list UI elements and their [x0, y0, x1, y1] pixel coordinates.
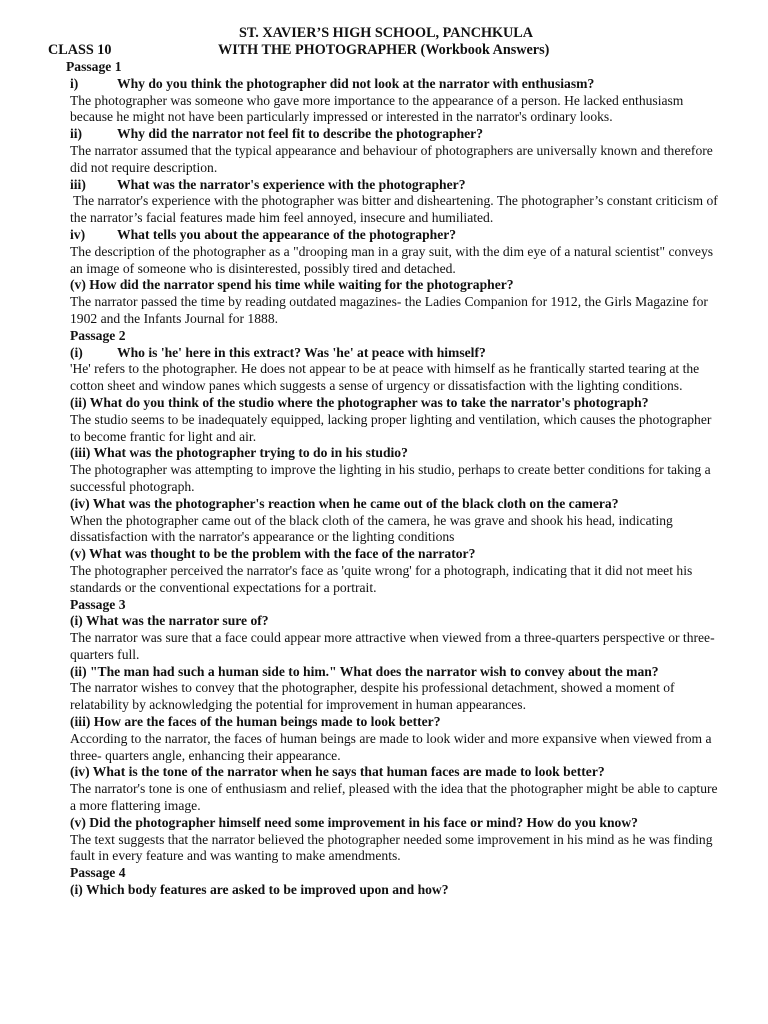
- question-number: iv): [70, 226, 86, 242]
- question-text: What was the narrator's experience with the photographer?: [117, 176, 466, 192]
- answer-text: The text suggests that the narrator believed the photographer needed some improvement in his mind as he was finding fault in every feature and was wanting to make amendments.: [70, 831, 713, 864]
- question-text: Why did the narrator not feel fit to describe the photographer?: [117, 126, 483, 142]
- question-text: (i) What was the narrator sure of?: [70, 613, 269, 629]
- question-text: (v) Did the photographer himself need some improvement in his face or mind? How do you know?: [70, 814, 638, 830]
- question-text: (ii) What do you think of the studio where the photographer was to take the narrator's photograph?: [70, 394, 649, 410]
- school-title: ST. XAVIER’S HIGH SCHOOL, PANCHKULA: [238, 25, 534, 41]
- document-body: [66, 59, 720, 899]
- passage-title: Passage 4: [70, 865, 126, 881]
- question: [70, 277, 720, 294]
- question-text: (iv) What is the tone of the narrator when he says that human faces are made to look better?: [70, 764, 605, 780]
- answer-text: The photographer was attempting to improve the lighting in his studio, perhaps to create better conditions for taking a successful photograph.: [70, 462, 711, 494]
- answer-text: The photographer perceived the narrator's face as 'quite wrong' for a photograph, indicating that it did not meet his standards or the conventional expectations for a portrait.: [70, 562, 693, 595]
- question: [70, 496, 720, 513]
- question-number: i): [70, 75, 79, 91]
- answer-text: The description of the photographer as a "drooping man in a gray suit, with the dim eye of a natural scientist" conveys an image of someone who is disinterested, possibly tired and detached.: [70, 243, 714, 276]
- answer-text: The narrator was sure that a face could appear more attractive when viewed from a three-quarters perspective or three-quarters full.: [70, 630, 715, 662]
- question: [70, 546, 720, 563]
- question-text: What tells you about the appearance of the photographer?: [117, 226, 457, 242]
- question: [70, 227, 720, 244]
- answer-text: The narrator's tone is one of enthusiasm and relief, pleased with the idea that the photographer might be able to capture a more flattering image.: [70, 781, 718, 814]
- answer-text: According to the narrator, the faces of human beings are made to look wider and more expansive when viewed from a three- quarters angle, enhancing their appearance.: [70, 730, 712, 763]
- question: [70, 345, 720, 362]
- question-number: ii): [70, 126, 83, 142]
- question: [70, 882, 720, 899]
- passage-title: Passage 2: [70, 327, 126, 343]
- answer-text: The narrator assumed that the typical appearance and behaviour of photographers are universally known and therefore did not require description.: [70, 142, 713, 175]
- answer-text: The narrator's experience with the photographer was bitter and disheartening. The photographer’s constant criticism of the narrator’s facial features made him feel annoyed, insecure and humiliated.: [70, 193, 718, 226]
- question: [70, 613, 720, 630]
- question-number: iii): [70, 176, 86, 192]
- question-text: Who is 'he' here in this extract? Was 'he' at peace with himself?: [117, 344, 486, 360]
- answer-text: The narrator passed the time by reading outdated magazines- the Ladies Companion for 1912, the Girls Magazine for 1902 and the Infants Journal for 1888.: [70, 294, 708, 326]
- question: [70, 664, 720, 681]
- question-text: (iii) How are the faces of the human beings made to look better?: [70, 714, 441, 730]
- question: [70, 445, 720, 462]
- question-text: (v) How did the narrator spend his time while waiting for the photographer?: [70, 277, 514, 293]
- class-label: CLASS 10: [48, 42, 112, 58]
- question: [70, 714, 720, 731]
- passage-title: Passage 1: [66, 59, 122, 74]
- question: [70, 177, 720, 194]
- question: [70, 764, 720, 781]
- answer-text: The photographer was someone who gave more importance to the appearance of a person. He lacked enthusiasm because he might not have been particularly impressed or interested in the narrator's ordinary looks.: [70, 92, 684, 125]
- question-text: (iv) What was the photographer's reaction when he came out of the black cloth on the camera?: [70, 495, 619, 511]
- question-text: (v) What was thought to be the problem with the face of the narrator?: [70, 546, 476, 562]
- document-title: WITH THE PHOTOGRAPHER (Workbook Answers): [218, 42, 550, 58]
- answer-text: The studio seems to be inadequately equipped, lacking proper lighting and ventilation, which causes the photographer to become frantic for light and air.: [70, 411, 712, 444]
- question-text: (ii) "The man had such a human side to him." What does the narrator wish to convey about the man?: [70, 663, 659, 679]
- answer-text: 'He' refers to the photographer. He does not appear to be at peace with himself as he frantically started tearing at the cotton sheet and window panes which suggests a sense of urgency or dissatisfaction with the lighting conditions.: [70, 361, 700, 394]
- question-number: (i): [70, 344, 83, 360]
- question: [70, 395, 720, 412]
- question-text: Why do you think the photographer did not look at the narrator with enthusiasm?: [117, 75, 595, 91]
- question-text: (i) Which body features are asked to be improved upon and how?: [70, 882, 449, 898]
- question: [70, 76, 720, 93]
- question: [70, 126, 720, 143]
- passage-title: Passage 3: [70, 596, 126, 612]
- question-text: (iii) What was the photographer trying to do in his studio?: [70, 445, 408, 461]
- question: [70, 815, 720, 832]
- answer-text: When the photographer came out of the black cloth of the camera, he was grave and shook his head, indicating dissatisfaction with the narrator's appearance or the lighting conditions: [70, 512, 673, 545]
- answer-text: The narrator wishes to convey that the photographer, despite his professional detachment, showed a moment of relatability by acknowledging the potential for improvement in human appearances.: [70, 680, 675, 713]
